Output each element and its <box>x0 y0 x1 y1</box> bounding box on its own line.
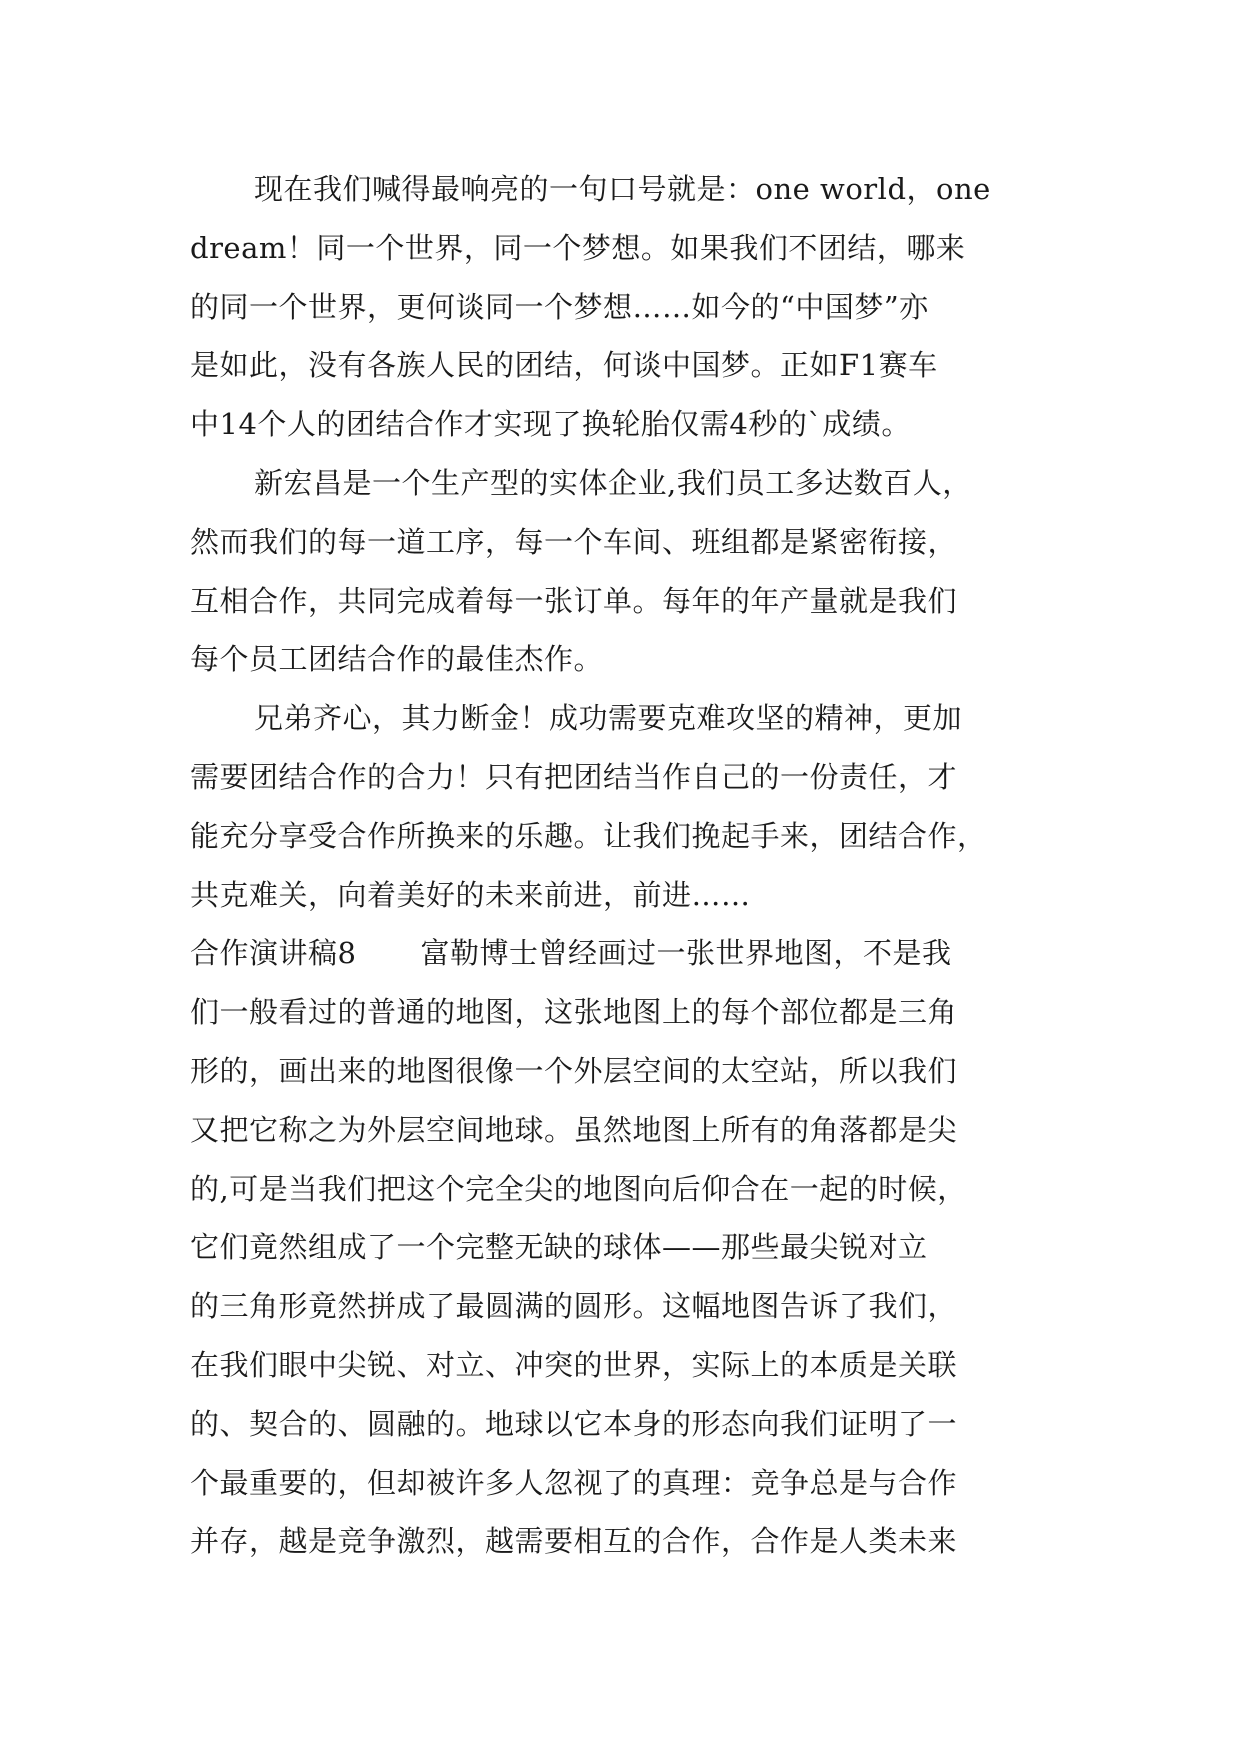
paragraph-line: 在我们眼中尖锐、对立、冲突的世界，实际上的本质是关联 <box>190 1347 958 1382</box>
paragraph-line: 能充分享受合作所换来的乐趣。让我们挽起手来，团结合作， <box>190 818 987 853</box>
paragraph-line: 新宏昌是一个生产型的实体企业,我们员工多达数百人， <box>254 465 972 500</box>
paragraph-line: 现在我们喊得最响亮的一句口号就是：one world，one <box>254 172 991 206</box>
paragraph-line: 它们竟然组成了一个完整无缺的球体——那些最尖锐对立 <box>190 1230 928 1265</box>
paragraph-line: 互相合作，共同完成着每一张订单。每年的年产量就是我们 <box>190 583 958 618</box>
paragraph-line: 的,可是当我们把这个完全尖的地图向后仰合在一起的时候， <box>190 1171 967 1206</box>
paragraph-line: 共克难关，向着美好的未来前进，前进…… <box>190 877 751 912</box>
paragraph-line: 形的，画出来的地图很像一个外层空间的太空站，所以我们 <box>190 1053 958 1088</box>
paragraph-line: 兄弟齐心，其力断金！成功需要克难攻坚的精神，更加 <box>254 701 963 736</box>
paragraph-line: 并存，越是竞争激烈，越需要相互的合作，合作是人类未来 <box>190 1524 958 1559</box>
paragraph-line: 每个员工团结合作的最佳杰作。 <box>190 642 604 677</box>
paragraph-line: 中14个人的团结合作才实现了换轮胎仅需4秒的`成绩。 <box>190 407 911 442</box>
paragraph-line: 的同一个世界，更何谈同一个梦想……如今的“中国梦”亦 <box>190 289 929 324</box>
section-title: 合作演讲稿8 <box>190 936 357 971</box>
paragraph-line: 的、契合的、圆融的。地球以它本身的形态向我们证明了一 <box>190 1406 958 1441</box>
paragraph-line: 的三角形竟然拼成了最圆满的圆形。这幅地图告诉了我们， <box>190 1289 958 1324</box>
paragraph-line: 然而我们的每一道工序，每一个车间、班组都是紧密衔接， <box>190 524 958 559</box>
paragraph-line: 是如此，没有各族人民的团结，何谈中国梦。正如F1赛车 <box>190 348 938 383</box>
paragraph-line: 富勒博士曾经画过一张世界地图，不是我 <box>420 936 952 971</box>
paragraph-line: dream！同一个世界，同一个梦想。如果我们不团结，哪来 <box>190 230 966 265</box>
paragraph-line: 又把它称之为外层空间地球。虽然地图上所有的角落都是尖 <box>190 1112 958 1147</box>
paragraph-line: 们一般看过的普通的地图，这张地图上的每个部位都是三角 <box>190 995 958 1030</box>
paragraph-line: 个最重要的，但却被许多人忽视了的真理：竞争总是与合作 <box>190 1465 958 1500</box>
body-text <box>190 160 1050 1571</box>
paragraph-line: 需要团结合作的合力！只有把团结当作自己的一份责任，才 <box>190 759 958 794</box>
section-heading-line <box>190 924 1050 983</box>
